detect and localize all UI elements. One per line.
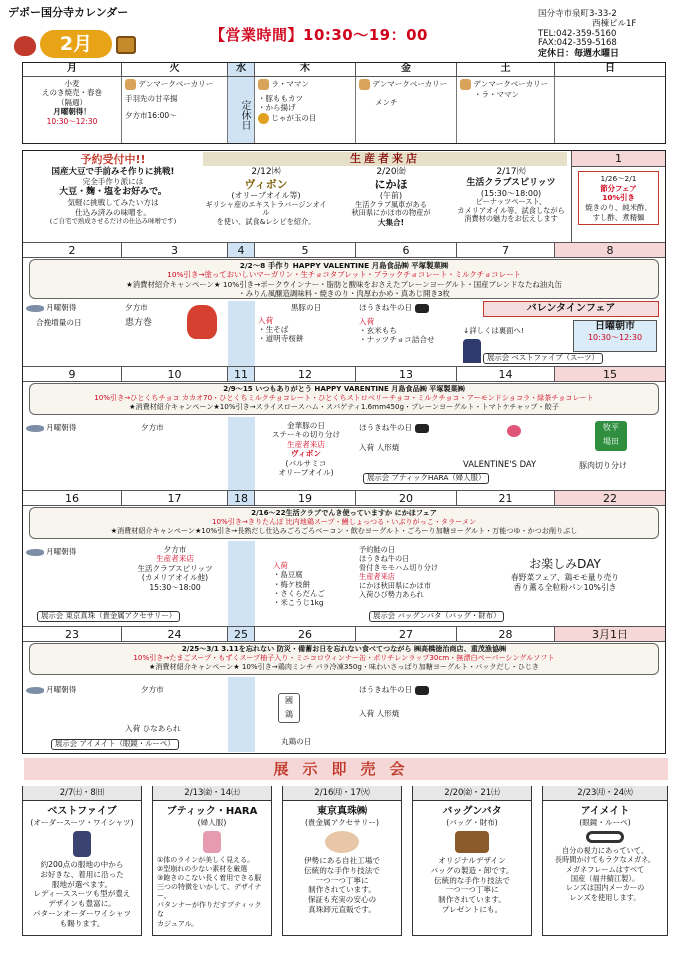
- week2-fri-2: 入荷: [359, 316, 375, 326]
- farmer-event-2: [331, 167, 451, 241]
- week4-tue: [125, 545, 225, 592]
- week2-wed-col: [228, 301, 255, 366]
- exhibit-3-name: 東京真珠㈱: [317, 806, 367, 817]
- makihira-farm-badge: [595, 421, 627, 451]
- week0-mon-5: 10:30〜12:30: [46, 116, 98, 126]
- heart-balloon-icon: [507, 425, 521, 437]
- week0-sat-1: [460, 79, 551, 90]
- week4-fri-1: 予約鮭の日: [359, 545, 395, 554]
- week0-thu-2: ・豚ももカツ: [258, 94, 303, 103]
- week4-campaign: [29, 507, 659, 539]
- week2-day-fri: 6: [356, 243, 457, 258]
- week1-sun-date: 1: [572, 151, 665, 167]
- week3-day-sat: 14: [457, 367, 555, 382]
- week0-thu-4-text: じゃが玉の目: [271, 113, 317, 123]
- week2-sat-note: ↓詳しくは裏面へ!: [463, 326, 524, 335]
- week2-campaign-2: 10%引き→塗っておいしいマーガリン・生チョコタブレット・ブラックチョコレート・ミルクチョコレート: [167, 270, 521, 280]
- exhibit-2-text-3: ③飽きのこない長く着用できる服: [157, 874, 262, 883]
- exhibit-2-date: 2/13㈮・14㈯: [153, 786, 271, 801]
- week0-fri-1: [359, 79, 453, 90]
- bread-icon: [125, 79, 136, 90]
- week3-campaign-1: 2/9〜15 いつもありがとう HAPPY VARENTINE 月島食品㈱ 平塚製菓㈱: [223, 384, 465, 393]
- week0-thu-1: [258, 79, 352, 90]
- week3-thu-6: オリーブオイル): [278, 468, 334, 478]
- week5-day-thu: 26: [255, 627, 356, 642]
- exhibit-2-text-5: パタンナーが作りだすブティックな: [157, 901, 262, 919]
- week4-mon-1: 月曜朝得: [46, 547, 77, 556]
- apple-icon: [14, 36, 36, 56]
- exhibit-1-name: ベストファイブ: [47, 806, 117, 817]
- weekday-header: [23, 63, 665, 77]
- week5-mon-1: 月曜朝得: [46, 685, 77, 694]
- reserve-box: [25, 153, 201, 239]
- reserve-line-3: 大豆・麹・塩をお好みで。: [59, 186, 167, 197]
- sunday-market-title: 日曜朝市: [595, 321, 635, 332]
- week5-thu: 丸鶏の日: [281, 737, 312, 746]
- week0-sat: [457, 77, 555, 143]
- week4-day-wed: 18: [228, 491, 255, 506]
- week4-thu: [273, 561, 357, 607]
- month-badge: 2月: [40, 30, 112, 58]
- week2: [23, 243, 665, 367]
- week3-day-header: [23, 367, 665, 382]
- farmers-bar: 生産者来店: [203, 152, 567, 166]
- exhibit-title: 展示即売会: [24, 758, 668, 780]
- exhibit-3-text-1: 伊勢にある自社工場で: [304, 855, 380, 865]
- week4-campaign-2: 10%引き→きりたんぽ 比内地鶏スープ・鰻しょっつる・いぶりがっこ・タラーメン: [211, 516, 477, 526]
- week2-day-header: [23, 243, 665, 258]
- reserve-line-2: 完全手作り派には: [82, 177, 144, 187]
- week4: [23, 491, 665, 627]
- week5-day-wed: 25: [228, 627, 255, 642]
- week2-fri: [359, 303, 455, 344]
- week5-campaign-3: ★消費材紹介キャンペーン★ 10%引き→鶏肉ミンチ バラ冷凍350g・味わいさっぱり加糖ヨーグルト・パックだし・ひじき: [148, 661, 540, 671]
- week0-fri: [356, 77, 457, 143]
- farmer-event-2-text-1: 生活クラブ風車がある: [355, 199, 427, 209]
- week3-campaign-3: ★消費材紹介キャンペーン★10%引き→スライスロースハム・スパゲティ1.6mm450g・プレーンヨーグルト・トマトケチャップ・餃子: [129, 401, 559, 411]
- bread-icon: [359, 79, 370, 90]
- bread-icon: [460, 79, 471, 90]
- week2-thu-3: ・生そば: [258, 325, 289, 335]
- fish-icon: [26, 425, 44, 432]
- week2-fri-1: ほうきね牛の日: [359, 303, 413, 312]
- week5-day-sun: 3月1日: [555, 627, 665, 642]
- week4-thu-2: ・島豆腐: [273, 570, 303, 580]
- week0-fri-1-text: デンマークベーカリー: [372, 79, 448, 89]
- farmer-event-1-date: 2/12㈭: [251, 167, 281, 177]
- week0-tue: [122, 77, 228, 143]
- otanoshimi-2: 香り薫る全粒粉パン10%引き: [513, 582, 617, 592]
- week4-fri-3: 骨付きモモハム切り分け: [359, 563, 439, 572]
- week2-day-wed: 4: [228, 243, 255, 258]
- exhibit-3-sub: (貴金属アクセサリー): [304, 818, 380, 827]
- week4-expo-1: 展示会 東京真珠（貴金属アクセサリー）: [37, 611, 180, 622]
- farmer-event-3-sub: (15:30〜18:00): [480, 188, 542, 198]
- suit-icon: [463, 339, 481, 363]
- week3-wed-col: [228, 417, 255, 490]
- week0-row: [23, 77, 665, 143]
- setsubun-items-2: すし酢、煮精麺: [592, 212, 645, 222]
- setsubun-dates: 1/26〜2/1: [600, 174, 637, 183]
- exhibit-5-name: アイメイト: [580, 806, 630, 817]
- week2-thu-1: 黒豚の日: [290, 303, 322, 312]
- kokusan-stamp: [278, 693, 300, 723]
- week0-sat-1-text: デンマークベーカリー: [473, 79, 549, 89]
- exhibit-5-sub: (眼鏡・ルーペ): [579, 818, 631, 827]
- week3-day-tue: 10: [122, 367, 228, 382]
- exhibit-3-text-3: 一つ一つ丁寧に: [315, 875, 369, 885]
- cow-icon: [415, 304, 429, 313]
- exhibit-1-sub: (オーダースーツ・ワイシャツ): [30, 818, 134, 827]
- potato-icon: [258, 113, 269, 124]
- dress-icon: [203, 831, 221, 853]
- setsubun-items-1: 焼きのり、純米酢、: [585, 202, 652, 212]
- weekday-tue: 火: [122, 63, 228, 77]
- farmer-event-1-text-2: を使い、試食&レシピを紹介。: [216, 216, 316, 226]
- week4-thu-3: ・梅ケ枝餅: [273, 579, 310, 589]
- week3-sun: 豚肉切り分け: [579, 461, 627, 470]
- week4-tue-5: 15:30〜18:00: [149, 582, 201, 592]
- week4-thu-1: 入荷: [273, 561, 288, 570]
- week2-thu: [258, 303, 354, 343]
- exhibit-5-text-4: 国産（福井鯖江製）。: [570, 873, 640, 883]
- weekday-fri: 金: [356, 63, 457, 77]
- week5-fri-2: 入荷 人形焼: [359, 708, 400, 718]
- week3-thu-5: (バルサミコ: [285, 458, 327, 468]
- farmer-event-2-name: にかほ: [374, 177, 408, 191]
- week5-fri-1: ほうきね牛の日: [359, 685, 413, 694]
- farmer-event-3-text-1: ピーナッツペースト、: [475, 197, 547, 207]
- glasses-icon: [586, 831, 624, 843]
- week3-thu-1: 金華豚の日: [287, 421, 325, 430]
- week4-fri: [359, 545, 459, 599]
- week5-expo: 展示会 アイメイト（眼鏡・ルーペ）: [51, 739, 179, 750]
- exhibit-3-date: 2/16㈪・17㈫: [283, 786, 401, 801]
- exhibit-4-text-1: オリジナルデザイン: [438, 855, 506, 865]
- exhibit-1-text-2: お好きな、着用に沿った: [40, 869, 124, 879]
- exhibit-2-text-1: ①体のラインが美しく見える。: [157, 855, 255, 864]
- sunday-market-time: 10:30〜12:30: [587, 333, 643, 342]
- week0-wed: 定休日: [228, 77, 255, 143]
- exhibit-2-name: ブティック・HARA: [166, 806, 258, 817]
- week3-thu-4: ヴィボン: [291, 449, 321, 459]
- weekday-sat: 土: [457, 63, 555, 77]
- reserve-line-5: 仕込み済みの味噌を。: [75, 207, 151, 217]
- store-closed: 定休日：毎週水曜日: [538, 49, 620, 60]
- makihira-farm-1: 牧平: [603, 423, 619, 432]
- reserve-title: 予約受付中!!: [80, 153, 146, 166]
- week2-mon: [26, 303, 120, 327]
- week0-mon-1: 小麦: [64, 79, 80, 88]
- store-tel: TEL:042-359-5160: [538, 28, 617, 39]
- week0-tue-2: 手羽先の甘辛揚: [125, 94, 178, 103]
- week3-day-thu: 12: [255, 367, 356, 382]
- week5-campaign-1: 2/25〜3/1 3.11を忘れない 防災・備蓄お日を忘れない食べてつながら ㈱高橋徳治商店、重茂漁協㈱: [181, 644, 507, 653]
- week4-day-tue: 17: [122, 491, 228, 506]
- exhibit-card-3: [282, 786, 402, 936]
- week3-tue: 夕方市: [141, 423, 164, 432]
- pearl-necklace-icon: [325, 831, 359, 853]
- week2-fri-3: ・玄米もち: [359, 325, 397, 335]
- farmer-event-3-name: 生活クラブスピリッツ: [466, 177, 556, 188]
- exhibit-4-name: バッグンバタ: [442, 806, 502, 817]
- store-building: 西棟ビル1F: [592, 18, 637, 29]
- week2-tue: [125, 303, 225, 329]
- exhibit-3-text-5: 保証も充実の安心の: [307, 895, 377, 905]
- week2-expo: 展示会 ベストファイブ（スーツ）: [483, 353, 603, 364]
- week5-day-mon: 23: [23, 627, 122, 642]
- exhibit-1-text-3: 服地が選べます。: [51, 879, 113, 889]
- week0-tue-1: [125, 79, 224, 90]
- week5-campaign-2: 10%引き→たまごスープ・もずくスープ柚子入り・ミニコロウィンナー缶・ポリチレンラップ30cm・無漂白ペーパーシングルソフト: [133, 652, 555, 662]
- exhibit-2-text-6: カジュアル。: [157, 919, 199, 928]
- week4-fri-6: 入荷ひび勢力あられ: [359, 590, 424, 599]
- farmer-event-3-date: 2/17㈫: [496, 167, 526, 177]
- exhibit-5-text-3: メガネフレームはすべて: [565, 864, 645, 874]
- week0-sat-2: ・ラ・ママン: [474, 90, 519, 99]
- week5-campaign: [29, 643, 659, 675]
- week3-expo: 展示会 ブティックHARA（婦人服）: [363, 473, 489, 484]
- farmer-event-3-text-2: カメリアオイル等、試食しながら: [457, 205, 565, 215]
- cow-icon: [415, 686, 429, 695]
- exhibit-4-text-4: 一つ一つ丁寧に: [445, 885, 499, 895]
- week5-day-tue: 24: [122, 627, 228, 642]
- kokusan-stamp-1: 國: [285, 696, 293, 705]
- exhibit-card-1: [22, 786, 142, 936]
- week2-day-sat: 7: [457, 243, 555, 258]
- week2-tue-2: 恵方巻: [125, 318, 153, 329]
- week4-day-sun: 22: [555, 491, 665, 506]
- kokusan-stamp-2: 鶏: [285, 710, 293, 719]
- exhibit-5-date: 2/23㈪・24㈫: [543, 786, 667, 801]
- week0-mon-4: 月曜朝得！: [53, 107, 91, 117]
- reserve-line-1: 国産大豆で手前みそ作りに挑戦!: [51, 166, 175, 177]
- week2-tue-1: 夕方市: [125, 303, 148, 312]
- week4-tue-4: (カメリアオイル他): [141, 573, 209, 583]
- exhibit-4-text-2: バッグの製造・卸です。: [430, 865, 514, 875]
- exhibit-1-text-1: 約200点の服地の中から: [40, 859, 124, 869]
- week4-fri-5: にかほ秋田県にかほ市: [359, 581, 431, 590]
- week3-day-sun: 15: [555, 367, 665, 382]
- week4-day-mon: 16: [23, 491, 122, 506]
- bread-icon: [258, 79, 269, 90]
- exhibit-3-text-4: 制作されています。: [308, 885, 376, 895]
- week3-fri-2: 入荷 人形焼: [359, 442, 400, 452]
- week0-fri-2: メンチ: [375, 98, 398, 107]
- exhibit-2-sub: (婦人服): [197, 818, 227, 827]
- weekday-thu: 木: [255, 63, 356, 77]
- week2-campaign-4: ・みりん風醸造調味料・焼きのり・肉厚わかめ・真あじ開き3枚: [238, 288, 450, 298]
- weekday-wed: 水: [228, 63, 255, 77]
- exhibit-2-text-4: 三つの特徴をいかして、デザイナー、: [157, 883, 262, 901]
- week2-day-sun: 8: [555, 243, 665, 258]
- exhibit-5-text-1: 自分の視力にあっていて、: [561, 845, 649, 855]
- exhibit-1-text-4: レディーススーツも型が豊え: [33, 889, 131, 899]
- week3-day-fri: 13: [356, 367, 457, 382]
- week4-day-sat: 21: [457, 491, 555, 506]
- week4-expo-2: 展示会 バッグンバタ（バッグ・財布）: [369, 611, 504, 622]
- week4-fri-2: ほうきね牛の日: [359, 554, 410, 563]
- setsubun-discount: 10%引き: [602, 193, 635, 203]
- exhibit-4-sub: (バッグ・財布): [446, 818, 498, 827]
- gift-icon: [116, 36, 136, 54]
- exhibit-card-5: [542, 786, 668, 936]
- week0-tue-1-text: デンマークベーカリー: [138, 79, 214, 89]
- week5-tue-1: 夕方市: [141, 685, 164, 694]
- store-info: [538, 10, 688, 59]
- farmer-event-1: [203, 167, 329, 241]
- exhibit-card-2: [152, 786, 272, 936]
- week4-thu-5: ・米こうじ1kg: [273, 598, 324, 607]
- farmer-event-1-name: ヴィボン: [244, 177, 288, 191]
- week2-thu-4: ・道明寺桜餅: [258, 334, 304, 344]
- weekday-mon: 月: [23, 63, 122, 77]
- week3-fri: [359, 423, 455, 452]
- exhibit-5-text-5: レンズは国内メーカーの: [565, 883, 645, 893]
- week3-thu-2: ステーキの切り分け: [271, 430, 341, 440]
- farmer-event-2-sub: (午前): [379, 190, 403, 200]
- week4-campaign-3: ★消費材紹介キャンペーン★10%引き→長熟だし仕込みごろごろベーコン・飲むヨーグルト・ごろーり加糖ヨーグルト・万能つゆ・かつお削りぶし: [110, 525, 578, 535]
- week2-fri-4: ・ナッツチョコ詰合せ: [359, 334, 435, 344]
- week1-sunday: [571, 151, 665, 242]
- farmer-event-2-text-3: 大集合!: [377, 217, 405, 227]
- sunday-market: [573, 320, 657, 352]
- weekday-sun: 日: [555, 63, 665, 77]
- week4-sat: [467, 557, 663, 593]
- valentine-fair: バレンタインフェア: [483, 301, 659, 317]
- week2-mon-2: 合挽増量の日: [36, 318, 82, 328]
- business-hours: 【営業時間】10:30〜19：00: [210, 26, 428, 44]
- week0-mon-3: （隔週）: [57, 97, 87, 107]
- otanoshimi-1: 春野菜フェア、鶏モモ量り売り: [510, 572, 620, 582]
- farmer-event-1-sub: (オリーブオイル等): [231, 190, 301, 200]
- week5-tue-2: 入荷 ひなあられ: [125, 724, 181, 734]
- fish-icon: [26, 549, 44, 556]
- week4-day-fri: 20: [356, 491, 457, 506]
- week2-mon-1: 月曜朝得: [46, 303, 77, 312]
- exhibit-1-text-5: デザインも豊富に。: [48, 899, 116, 909]
- week4-thu-4: ・さくらだんご: [273, 588, 325, 598]
- exhibit-5-text-2: 長時間かけてもラクなメガネ。: [554, 855, 656, 865]
- exhibit-4-text-3: 伝統的な手作り技法で: [434, 875, 510, 885]
- week0-thu: [255, 77, 356, 143]
- week5-day-sat: 28: [457, 627, 555, 642]
- farmer-event-3: [453, 167, 569, 241]
- week5-day-fri: 27: [356, 627, 457, 642]
- store-address: 国分寺市泉町3-33-2: [538, 9, 617, 19]
- exhibit-2-text-2: ②型崩れの少ない素材を厳選: [157, 864, 248, 873]
- suit-icon: [73, 831, 91, 857]
- exhibit-4-text-6: プレゼントにも。: [441, 905, 503, 915]
- week4-fri-4: 生産者来店: [359, 572, 395, 581]
- week4-day-thu: 19: [255, 491, 356, 506]
- week4-tue-2: 生産者来店: [156, 554, 194, 564]
- week5-fri: [359, 685, 455, 718]
- farmer-event-1-text-1: ギリシャ産のエキストラバージンオイル: [205, 199, 327, 218]
- week3-sat: VALENTINE'S DAY: [463, 459, 537, 469]
- store-fax: FAX:042-359-5168: [538, 38, 617, 49]
- cow-icon: [415, 424, 429, 433]
- exhibit-5-text-6: レンズを使用します。: [569, 892, 641, 902]
- week2-campaign-3: ★消費材紹介キャンペーン★ 10%引き→ポークウインナー・脂肪と酸味をおさえたプレーンヨーグルト・国産ブレンドなたね油丸缶: [126, 279, 562, 289]
- week3-day-mon: 9: [23, 367, 122, 382]
- calendar-title: デポー国分寺カレンダー: [8, 6, 129, 19]
- week4-tue-3: 生活クラブスピリッツ: [137, 563, 213, 573]
- exhibit-3-text-2: 伝統的な手作り技法で: [304, 865, 380, 875]
- week3-thu-3: 生産者来店: [287, 439, 325, 449]
- week2-day-mon: 2: [23, 243, 122, 258]
- week5-day-header: [23, 627, 665, 642]
- week1: [23, 151, 665, 243]
- week0-sun: [555, 77, 665, 143]
- reserve-line-4: 気軽に挑戦してみたい方は: [67, 198, 159, 208]
- week2-day-thu: 5: [255, 243, 356, 258]
- week5-mon: [26, 685, 76, 694]
- week3: [23, 367, 665, 491]
- week3-thu: [258, 421, 354, 478]
- exhibit-1-date: 2/7㈯・8㈰: [23, 786, 141, 801]
- makihira-farm-2: 場田: [603, 437, 619, 446]
- fish-icon: [26, 687, 44, 694]
- oni-icon: [187, 305, 217, 339]
- week3-mon: [26, 423, 76, 432]
- week5-wed-col: [228, 677, 255, 752]
- bag-icon: [455, 831, 489, 853]
- reserve-line-6: (ご自宅で熟成させるだけの仕込み味噌です): [49, 217, 177, 226]
- week4-tue-1: 夕方市: [163, 545, 187, 554]
- week5: [23, 627, 665, 753]
- week2-campaign-1: 2/2〜8 手作り HAPPY VALENTINE 月島食品㈱ 平塚製菓㈱: [239, 261, 449, 270]
- exhibit-4-date: 2/20㈮・21㈯: [413, 786, 531, 801]
- week3-campaign: [29, 383, 659, 415]
- week4-wed-col: [228, 541, 255, 626]
- exhibit-card-4: [412, 786, 532, 936]
- week4-day-header: [23, 491, 665, 506]
- exhibit-1-text-6: パターンオーダーワイシャツ: [32, 909, 132, 919]
- setsubun-title: 節分フェア: [600, 183, 637, 193]
- week2-campaign: [29, 259, 659, 299]
- week0-thu-1-text: ラ・ママン: [271, 79, 309, 89]
- exhibit-1-text-7: も賜ります。: [59, 919, 105, 929]
- week4-mon: [26, 547, 76, 556]
- exhibit-3-text-6: 真珠卸元直販です。: [308, 905, 376, 915]
- week0-thu-3: ・から揚げ: [258, 103, 296, 113]
- week5-tue: [125, 685, 225, 733]
- exhibit-4-text-5: 制作されています。: [438, 895, 506, 905]
- week3-fri-1: ほうきね牛の日: [359, 423, 413, 432]
- week0-mon-2: えのき焼売・春巻: [42, 88, 102, 98]
- week0-mon: [23, 77, 122, 143]
- farmer-event-2-date: 2/20㈮: [376, 167, 406, 177]
- week2-day-tue: 3: [122, 243, 228, 258]
- week0-thu-4: [258, 113, 352, 124]
- week0-tue-3: 夕方市16:00〜: [125, 111, 177, 121]
- week4-campaign-1: 2/16〜22生活クラブでんき使っていますか にかほフェア: [251, 508, 437, 517]
- farmer-event-3-text-3: 消費材の魅力をお伝えします: [464, 214, 558, 224]
- week3-day-wed: 11: [228, 367, 255, 382]
- otanoshimi-title: お楽しみDAY: [529, 557, 601, 571]
- fish-icon: [26, 305, 44, 312]
- week3-campaign-2: 10%引き→ひとくちチョコ カカオ70・ひとくちミルクチョコレート・ひとくちストロベリーチョコ・ミルクチョコ・アーモンドショコラ・緑茶チョコレート: [94, 392, 594, 402]
- farmer-event-2-text-2: 秋田県にかほ市の物産が: [351, 208, 431, 218]
- week3-mon-1: 月曜朝得: [46, 423, 77, 432]
- week2-thu-2: 入荷: [258, 316, 274, 326]
